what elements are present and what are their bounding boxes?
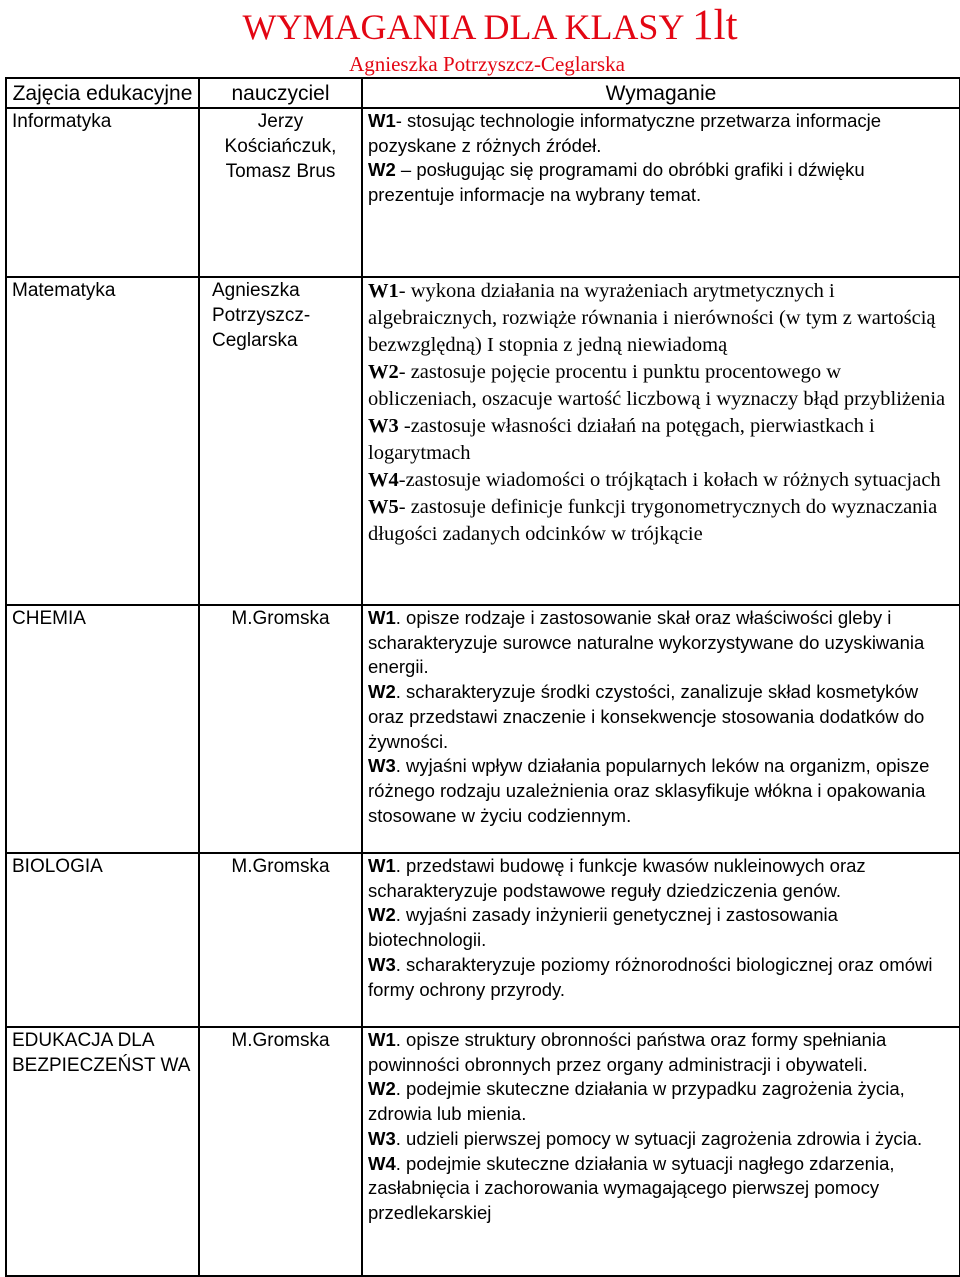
requirement-item	[368, 1152, 954, 1226]
requirement-text: - wykona działania na wyrażeniach arytmetycznych i algebraicznych, rozwiąże równania i nierówności (w tym z wartością bezwzględną) I stopnia z jedną niewiadomą	[368, 280, 936, 356]
requirement-item	[368, 278, 954, 359]
requirement-code: W1	[368, 280, 399, 302]
subject-cell: CHEMIA	[6, 605, 199, 853]
column-header-subject: Zajęcia edukacyjne	[6, 78, 199, 108]
requirement-item	[368, 109, 954, 158]
teacher-cell: M.Gromska	[199, 853, 362, 1027]
requirement-item	[368, 1127, 954, 1152]
requirement-text: . przedstawi budowę i funkcje kwasów nukleinowych oraz scharakteryzuje podstawowe reguły dziedziczenia genów.	[368, 855, 866, 901]
table-row	[6, 605, 960, 853]
requirements-cell	[362, 605, 960, 853]
requirement-code: W3	[368, 755, 396, 777]
title-main	[242, 2, 738, 49]
requirement-item	[368, 158, 954, 207]
requirements-cell	[362, 277, 960, 605]
requirement-code: W4	[368, 469, 399, 491]
author-subtitle: Agnieszka Potrzyszcz-Ceglarska	[349, 52, 625, 76]
requirement-item	[368, 359, 954, 413]
requirement-code: W1	[368, 607, 396, 628]
requirement-code: W1	[368, 1029, 396, 1050]
subject-cell: EDUKACJA DLA BEZPIECZEŃST WA	[6, 1027, 199, 1276]
requirement-text: . opisze rodzaje i zastosowanie skał oraz właściwości gleby i scharakteryzuje surowce naturalne wykorzystywane do uzyskiwania energii.	[368, 607, 925, 678]
requirement-text: . scharakteryzuje poziomy różnorodności biologicznej oraz omówi formy ochrony przyrody.	[368, 953, 933, 1000]
requirement-code: W2	[368, 361, 399, 383]
teacher-cell: M.Gromska	[199, 605, 362, 853]
requirement-code: W3	[368, 415, 399, 437]
requirement-code: W4	[368, 1152, 396, 1174]
requirements-cell	[362, 853, 960, 1027]
teacher-cell: M.Gromska	[199, 1027, 362, 1276]
requirements-cell	[362, 1027, 960, 1276]
requirement-code: W2	[368, 681, 396, 703]
teacher-cell: Jerzy Kościańczuk, Tomasz Brus	[199, 108, 362, 277]
requirement-text: . podejmie skuteczne działania w przypadku zagrożenia życia, zdrowia lub mienia.	[368, 1078, 905, 1125]
requirement-item	[368, 413, 954, 467]
requirement-code: W5	[368, 496, 399, 518]
table-row	[6, 853, 960, 1027]
requirement-item	[368, 953, 954, 1002]
requirement-text: - zastosuje definicje funkcji trygonometrycznych do wyznaczania długości zadanych odcinków w trójkącie	[368, 496, 938, 545]
subject-cell: Matematyka	[6, 277, 199, 605]
requirement-item	[368, 680, 954, 754]
requirement-item	[368, 606, 954, 680]
requirements-cell	[362, 108, 960, 277]
requirement-item	[368, 467, 954, 494]
requirement-text: - stosując technologie informatyczne przetwarza informacje pozyskane z różnych źródeł.	[368, 110, 882, 156]
requirement-text: - zastosuje pojęcie procentu i punktu procentowego w obliczeniach, oszacuje wartość liczbową i wyznaczy błąd przybliżenia	[368, 361, 946, 410]
column-header-requirement: Wymaganie	[362, 78, 960, 108]
requirement-item	[368, 1077, 954, 1126]
requirement-text: – posługując się programami do obróbki grafiki i dźwięku prezentuje informacje na wybrany temat.	[368, 159, 865, 206]
requirement-item	[368, 1028, 954, 1077]
requirement-text: . udzieli pierwszej pomocy w sytuacji zagrożenia zdrowia i życia.	[395, 1127, 923, 1149]
requirements-table	[5, 77, 960, 1277]
requirement-code: W2	[368, 1078, 396, 1100]
requirement-item	[368, 903, 954, 952]
requirement-text: -zastosuje własności działań na potęgach, pierwiastkach i logarytmach	[368, 415, 875, 464]
requirement-code: W3	[368, 1127, 396, 1149]
requirement-item	[368, 754, 954, 828]
table-header-row	[6, 78, 960, 108]
table-row	[6, 277, 960, 605]
table-row	[6, 108, 960, 277]
requirement-code: W1	[368, 855, 396, 876]
title-class: 1lt	[692, 2, 738, 49]
document-title	[0, 4, 960, 49]
requirement-text: . opisze struktury obronności państwa oraz formy spełniania powinności obronnych przez organy administracji i obywateli.	[368, 1029, 887, 1075]
requirement-text: . podejmie skuteczne działania w sytuacji nagłego zdarzenia, zasłabnięcia i zachorowania wymagającego pierwszej pomocy przedlekarskiej	[368, 1152, 895, 1223]
subject-cell: BIOLOGIA	[6, 853, 199, 1027]
requirement-text: . scharakteryzuje środki czystości, zanalizuje skład kosmetyków oraz przedstawi znaczenie i konsekwencje stosowania dodatków do żywności.	[368, 681, 925, 752]
requirement-code: W1	[368, 110, 396, 131]
table-row	[6, 1027, 960, 1276]
teacher-cell: Agnieszka Potrzyszcz-Ceglarska	[199, 277, 362, 605]
requirement-code: W3	[368, 953, 396, 975]
subject-cell: Informatyka	[6, 108, 199, 277]
column-header-teacher: nauczyciel	[199, 78, 362, 108]
requirement-text: . wyjaśni zasady inżynierii genetycznej i zastosowania biotechnologii.	[368, 904, 838, 951]
requirement-code: W2	[368, 904, 396, 926]
requirement-text: -zastosuje wiadomości o trójkątach i kołach w różnych sytuacjach	[398, 469, 941, 491]
requirement-item	[368, 854, 954, 903]
requirement-code: W2	[368, 159, 396, 181]
requirement-text: . wyjaśni wpływ działania popularnych leków na organizm, opisze różnego rodzaju uzależnienia oraz sklasyfikuje włókna i opakowania stosowane w życiu codziennym.	[368, 755, 930, 826]
requirement-item	[368, 494, 954, 548]
title-text: WYMAGANIA DLA KLASY	[242, 7, 693, 47]
